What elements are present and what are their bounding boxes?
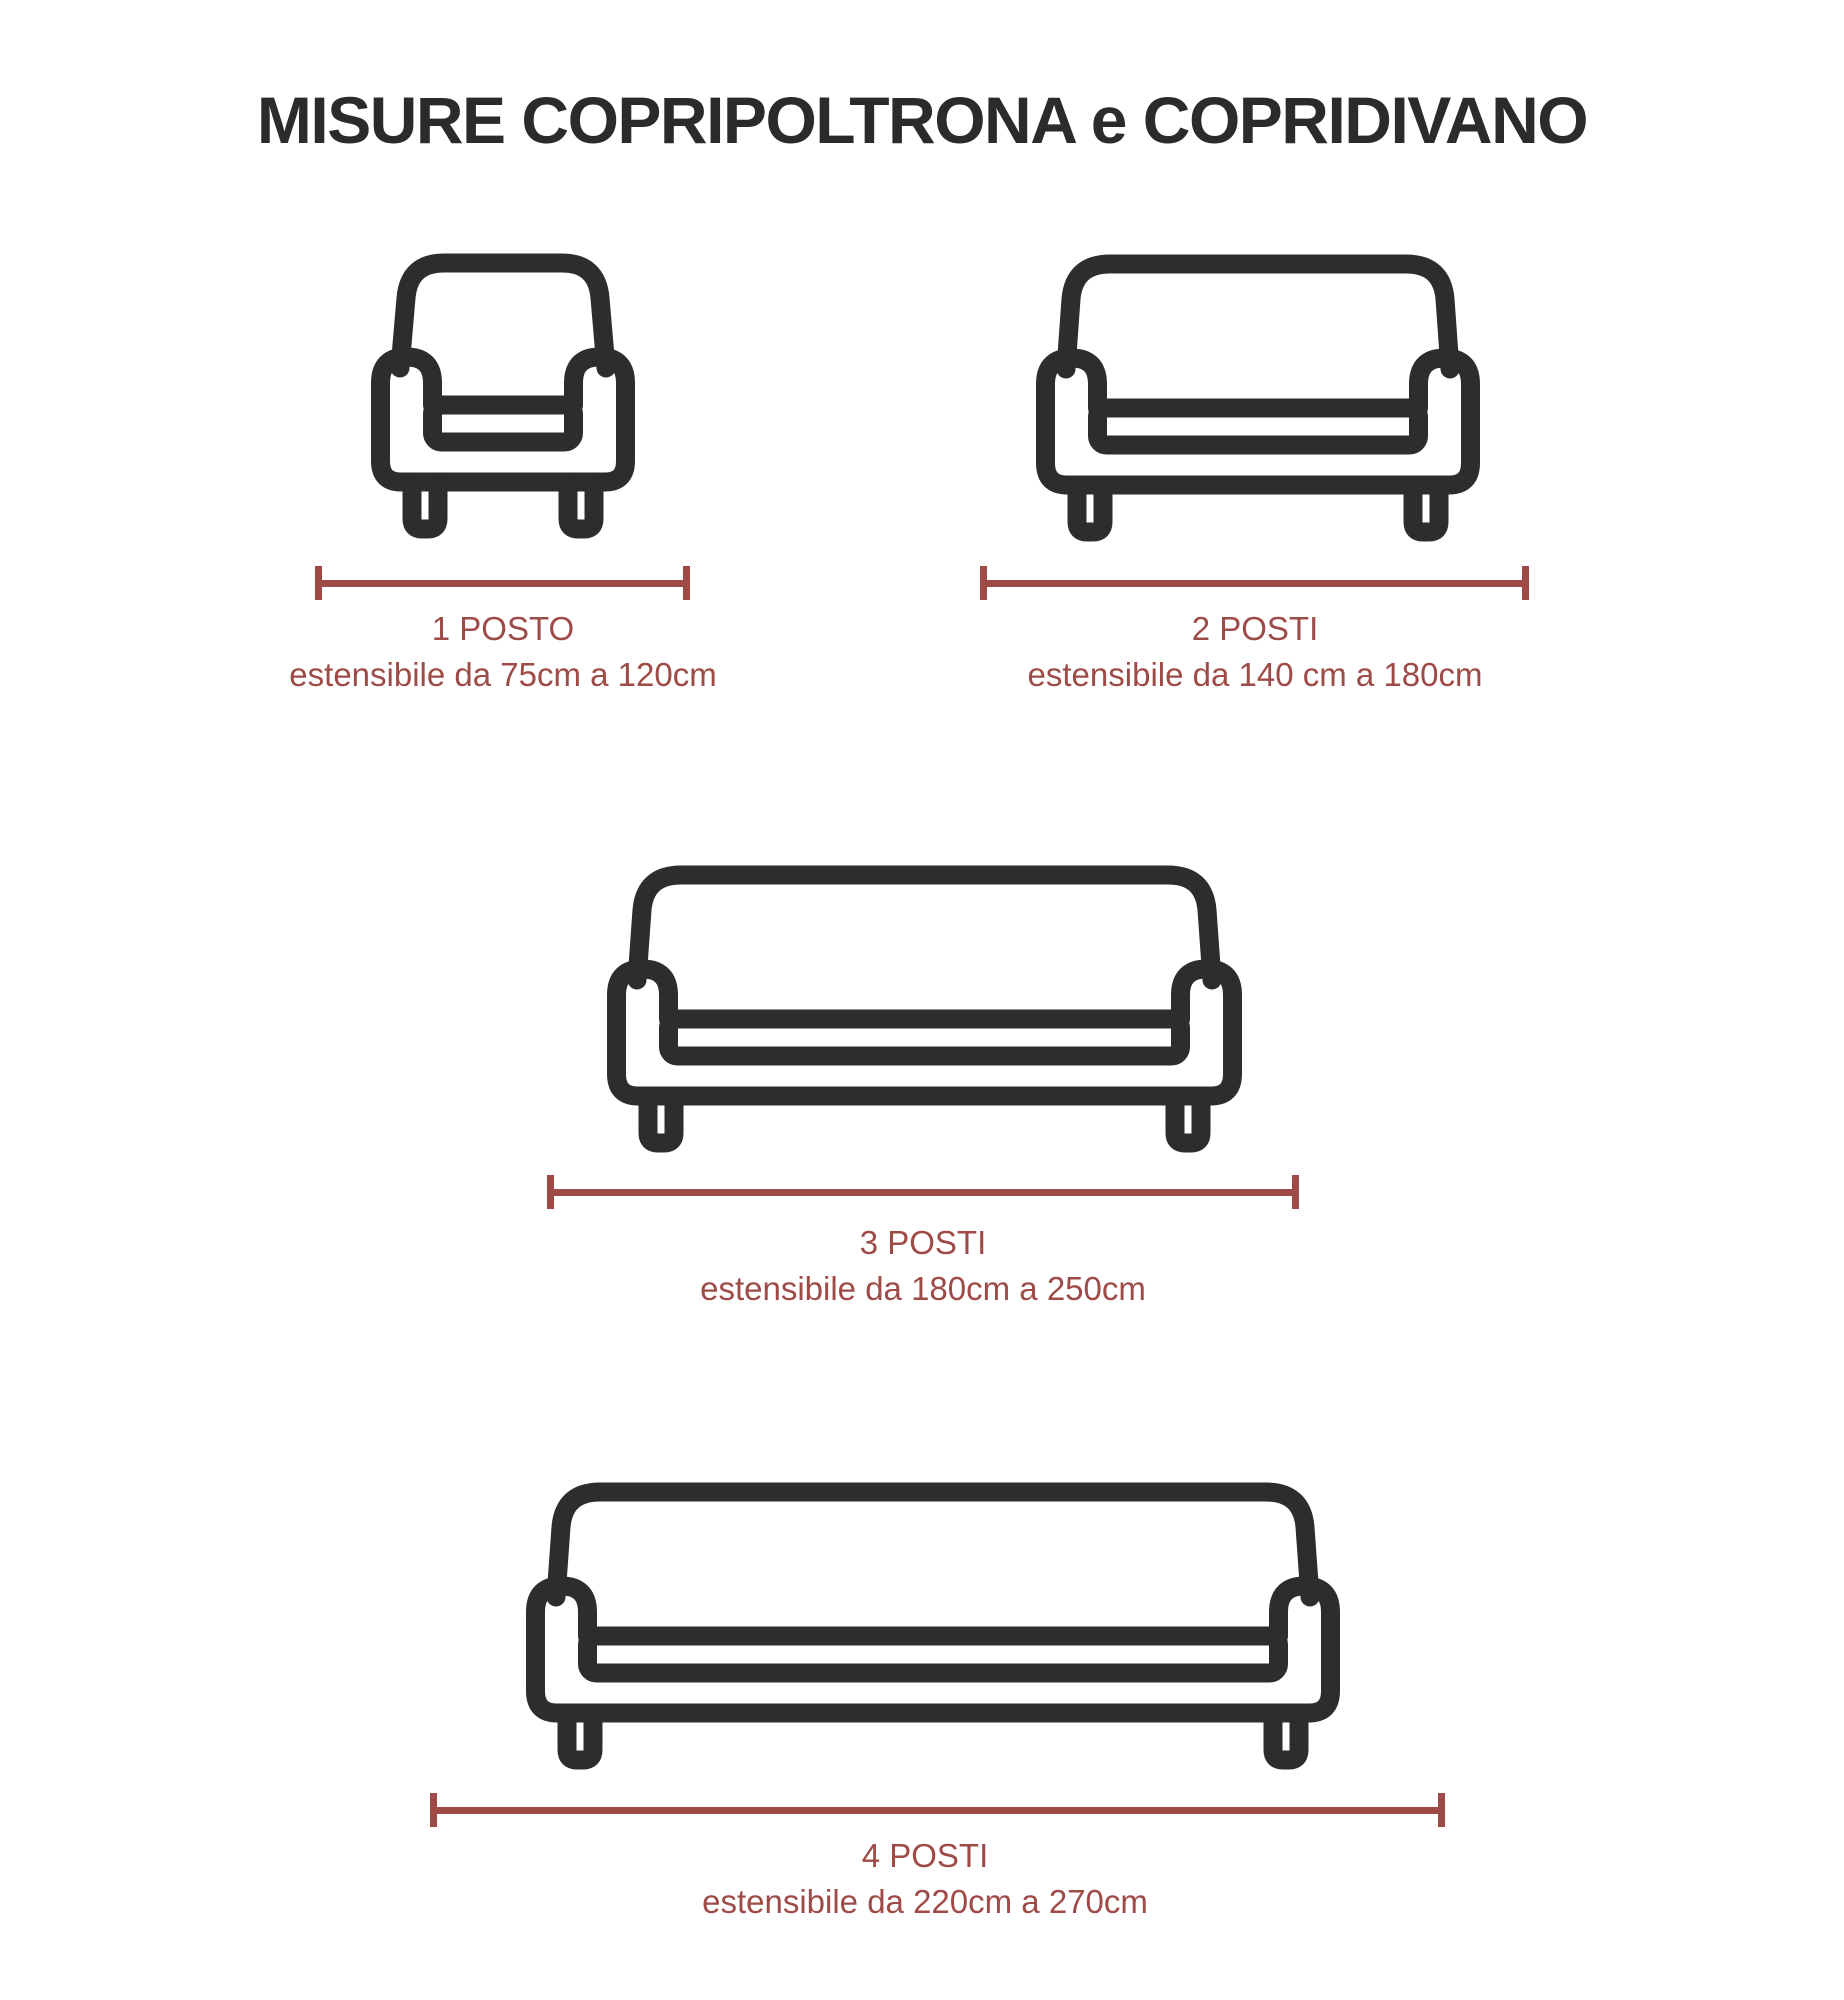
- sofa-3-seat-icon: [607, 864, 1242, 1154]
- label-2-posti: [945, 606, 1565, 698]
- dimension-endcap: [1522, 566, 1529, 600]
- dimension-endcap: [430, 1793, 437, 1827]
- sofa-2-seat-icon: [1036, 253, 1480, 543]
- dimension-line-4-posti: [430, 1793, 1445, 1827]
- dimension-line-1-posto: [315, 566, 690, 600]
- seats-label: 1 POSTO: [431, 610, 575, 647]
- label-1-posto: [193, 606, 813, 698]
- page-title: MISURE COPRIPOLTRONA e COPRIDIVANO: [256, 83, 1588, 157]
- dimension-endcap: [1438, 1793, 1445, 1827]
- dimension-endcap: [980, 566, 987, 600]
- range-label: estensibile da 180cm a 250cm: [700, 1270, 1146, 1307]
- sofa-4-seat-icon: [526, 1481, 1340, 1771]
- dimension-endcap: [683, 566, 690, 600]
- seats-label: 4 POSTI: [861, 1837, 989, 1874]
- dimension-bar: [554, 1189, 1292, 1196]
- seats-label: 3 POSTI: [859, 1224, 987, 1261]
- dimension-endcap: [1292, 1175, 1299, 1209]
- label-3-posti: [613, 1220, 1233, 1312]
- dimension-bar: [437, 1807, 1438, 1814]
- range-label: estensibile da 140 cm a 180cm: [1027, 656, 1483, 693]
- dimension-bar: [322, 580, 683, 587]
- armchair-1-seat-icon: [371, 252, 635, 540]
- seats-label: 2 POSTI: [1191, 610, 1319, 647]
- dimension-endcap: [547, 1175, 554, 1209]
- range-label: estensibile da 75cm a 120cm: [289, 656, 717, 693]
- label-4-posti: [615, 1833, 1235, 1925]
- dimension-line-3-posti: [547, 1175, 1299, 1209]
- dimension-line-2-posti: [980, 566, 1529, 600]
- dimension-endcap: [315, 566, 322, 600]
- dimension-bar: [987, 580, 1522, 587]
- range-label: estensibile da 220cm a 270cm: [702, 1883, 1148, 1920]
